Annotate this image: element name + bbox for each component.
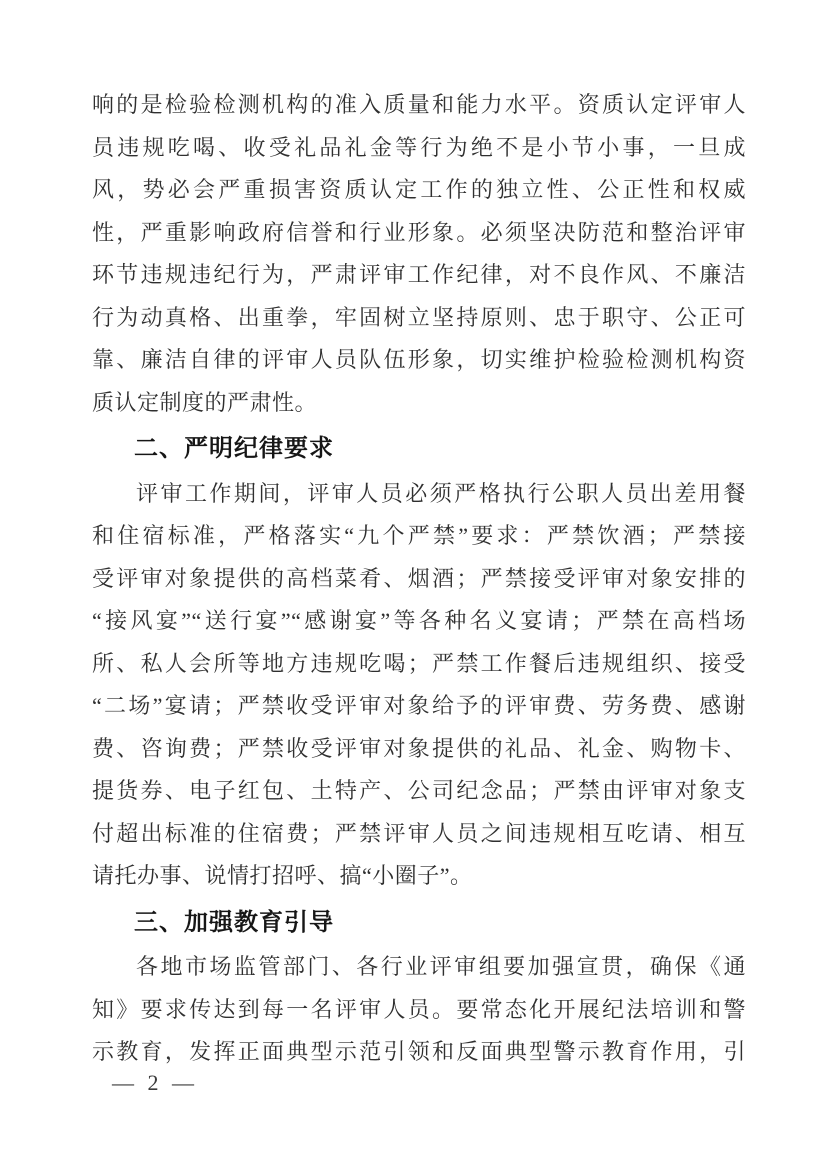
text-line: 请托办事、说情打招呼、搞“小圈子”。 xyxy=(92,863,473,888)
text-line: 所、私人会所等地方违规吃喝；严禁工作餐后违规组织、接受 xyxy=(92,650,746,676)
text-line: 知》要求传达到每一名评审人员。要常态化开展纪法培训和警 xyxy=(92,996,746,1022)
text-line: 环节违规违纪行为，严肃评审工作纪律，对不良作风、不廉洁 xyxy=(92,262,746,287)
page-number: — 2 — xyxy=(112,1070,198,1095)
para-education-guidance xyxy=(92,946,746,1074)
text-line: 提货券、电子红包、土特产、公司纪念品；严禁由评审对象支 xyxy=(92,778,746,803)
text-line: 付超出标准的住宿费；严禁评审人员之间违规相互吃请、相互 xyxy=(92,820,746,846)
text-line: 各地市场监管部门、各行业评审组要加强宣贯，确保《通 xyxy=(136,954,746,979)
text-line: 员违规吃喝、收受礼品礼金等行为绝不是小节小事，一旦成 xyxy=(92,134,746,160)
text-line: “二场”宴请；严禁收受评审对象给予的评审费、劳务费、感谢 xyxy=(92,693,747,718)
text-line: 性，严重影响政府信誉和行业形象。必须坚决防范和整治评审 xyxy=(92,219,746,245)
text-line: 靠、廉洁自律的评审人员队伍形象，切实维护检验检测机构资 xyxy=(92,347,746,372)
document-body xyxy=(92,84,746,1074)
text-line: 示教育，发挥正面典型示范引领和反面典型警示教育作用，引 xyxy=(92,1039,746,1064)
text-line: “接风宴”“送行宴”“感谢宴”等各种名义宴请；严禁在高档场 xyxy=(92,608,746,633)
section-3-heading: 三、加强教育引导 xyxy=(134,908,334,936)
para-nine-prohibitions xyxy=(92,473,746,898)
text-line: 费、咨询费；严禁收受评审对象提供的礼品、礼金、购物卡、 xyxy=(92,735,746,761)
text-line: 响的是检验检测机构的准入质量和能力水平。资质认定评审人 xyxy=(92,92,746,117)
text-line: 和住宿标准，严格落实“九个严禁”要求：严禁饮酒；严禁接 xyxy=(92,523,746,548)
section-2-heading: 二、严明纪律要求 xyxy=(134,435,334,462)
text-line: 质认定制度的严肃性。 xyxy=(92,389,318,415)
text-line: 受评审对象提供的高档菜肴、烟酒；严禁接受评审对象安排的 xyxy=(92,565,746,591)
text-line: 评审工作期间，评审人员必须严格执行公职人员出差用餐 xyxy=(136,480,746,506)
para-continuation-discipline-importance xyxy=(92,84,746,424)
text-line: 风，势必会严重损害资质认定工作的独立性、公正性和权威 xyxy=(92,177,746,202)
text-line: 行为动真格、出重拳，牢固树立坚持原则、忠于职守、公正可 xyxy=(92,304,746,330)
